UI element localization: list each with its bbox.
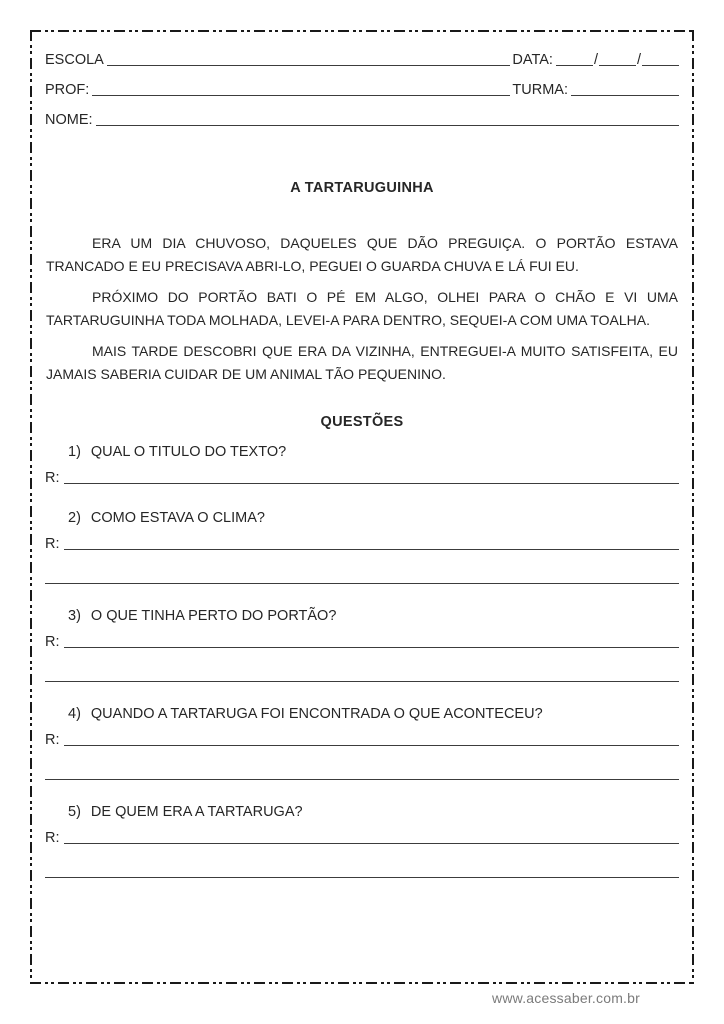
answer-label: R:: [45, 634, 60, 650]
question-number: 2): [68, 510, 81, 526]
question-text: DE QUEM ERA A TARTARUGA?: [90, 804, 303, 820]
turma-label: TURMA:: [512, 82, 568, 98]
question-item: [68, 704, 679, 724]
answer-row: [45, 532, 679, 552]
question-item: [68, 802, 679, 822]
answer-row: [45, 728, 679, 748]
answer-blank[interactable]: [64, 731, 680, 746]
answer-blank[interactable]: [64, 633, 680, 648]
escola-blank[interactable]: [107, 51, 511, 66]
question-number: 3): [68, 608, 81, 624]
data-label: DATA:: [512, 52, 553, 68]
answer-row: [45, 466, 679, 486]
header-row-prof: [45, 68, 679, 98]
worksheet-title: A TARTARUGUINHA: [290, 180, 434, 196]
date-month-blank[interactable]: [599, 51, 636, 66]
question-text: QUANDO A TARTARUGA FOI ENCONTRADA O QUE ACONTECEU?: [90, 706, 543, 722]
question-item: [68, 442, 679, 462]
answer-row: [45, 826, 679, 846]
date-day-blank[interactable]: [556, 51, 593, 66]
question-number: 4): [68, 706, 81, 722]
answer-label: R:: [45, 732, 60, 748]
answer-extra-line[interactable]: [45, 583, 679, 584]
header-row-escola: [45, 38, 679, 68]
answer-blank[interactable]: [64, 829, 680, 844]
question-text: O QUE TINHA PERTO DO PORTÃO?: [90, 608, 337, 624]
questions-heading: QUESTÕES: [320, 414, 404, 430]
header-row-nome: [45, 98, 679, 128]
question-number: 5): [68, 804, 81, 820]
question-item: [68, 606, 679, 626]
answer-blank[interactable]: [64, 535, 680, 550]
answer-extra-line[interactable]: [45, 681, 679, 682]
prof-blank[interactable]: [92, 81, 510, 96]
story-paragraph: MAIS TARDE DESCOBRI QUE ERA DA VIZINHA, ENTREGUEI-A MUITO SATISFEITA, EU JAMAIS SABERIA CUIDAR DE UM ANIMAL TÃO PEQUENINO.: [46, 343, 678, 382]
answer-label: R:: [45, 470, 60, 486]
date-year-blank[interactable]: [642, 51, 679, 66]
date-slash: /: [636, 52, 641, 68]
turma-blank[interactable]: [571, 81, 679, 96]
question-text: COMO ESTAVA O CLIMA?: [90, 510, 265, 526]
answer-label: R:: [45, 536, 60, 552]
date-slash: /: [593, 52, 598, 68]
answer-row: [45, 630, 679, 650]
question-number: 1): [68, 444, 81, 460]
answer-blank[interactable]: [64, 469, 680, 484]
story-paragraph: ERA UM DIA CHUVOSO, DAQUELES QUE DÃO PREGUIÇA. O PORTÃO ESTAVA TRANCADO E EU PRECISAVA ABRI-LO, PEGUEI O GUARDA CHUVA E LÁ FUI EU.: [46, 235, 678, 274]
nome-blank[interactable]: [96, 111, 679, 126]
question-text: QUAL O TITULO DO TEXTO?: [90, 444, 287, 460]
worksheet-sheet: [30, 30, 694, 984]
answer-extra-line[interactable]: [45, 779, 679, 780]
story-paragraph: PRÓXIMO DO PORTÃO BATI O PÉ EM ALGO, OLHEI PARA O CHÃO E VI UMA TARTARUGUINHA TODA MOLHADA, LEVEI-A PARA DENTRO, SEQUEI-A COM UMA TOALHA.: [46, 289, 678, 328]
footer-website: www.acessaber.com.br: [492, 990, 640, 1006]
answer-extra-line[interactable]: [45, 877, 679, 878]
answer-label: R:: [45, 830, 60, 846]
nome-label: NOME:: [45, 112, 93, 128]
prof-label: PROF:: [45, 82, 90, 98]
escola-label: ESCOLA: [45, 52, 104, 68]
question-item: [68, 508, 679, 528]
